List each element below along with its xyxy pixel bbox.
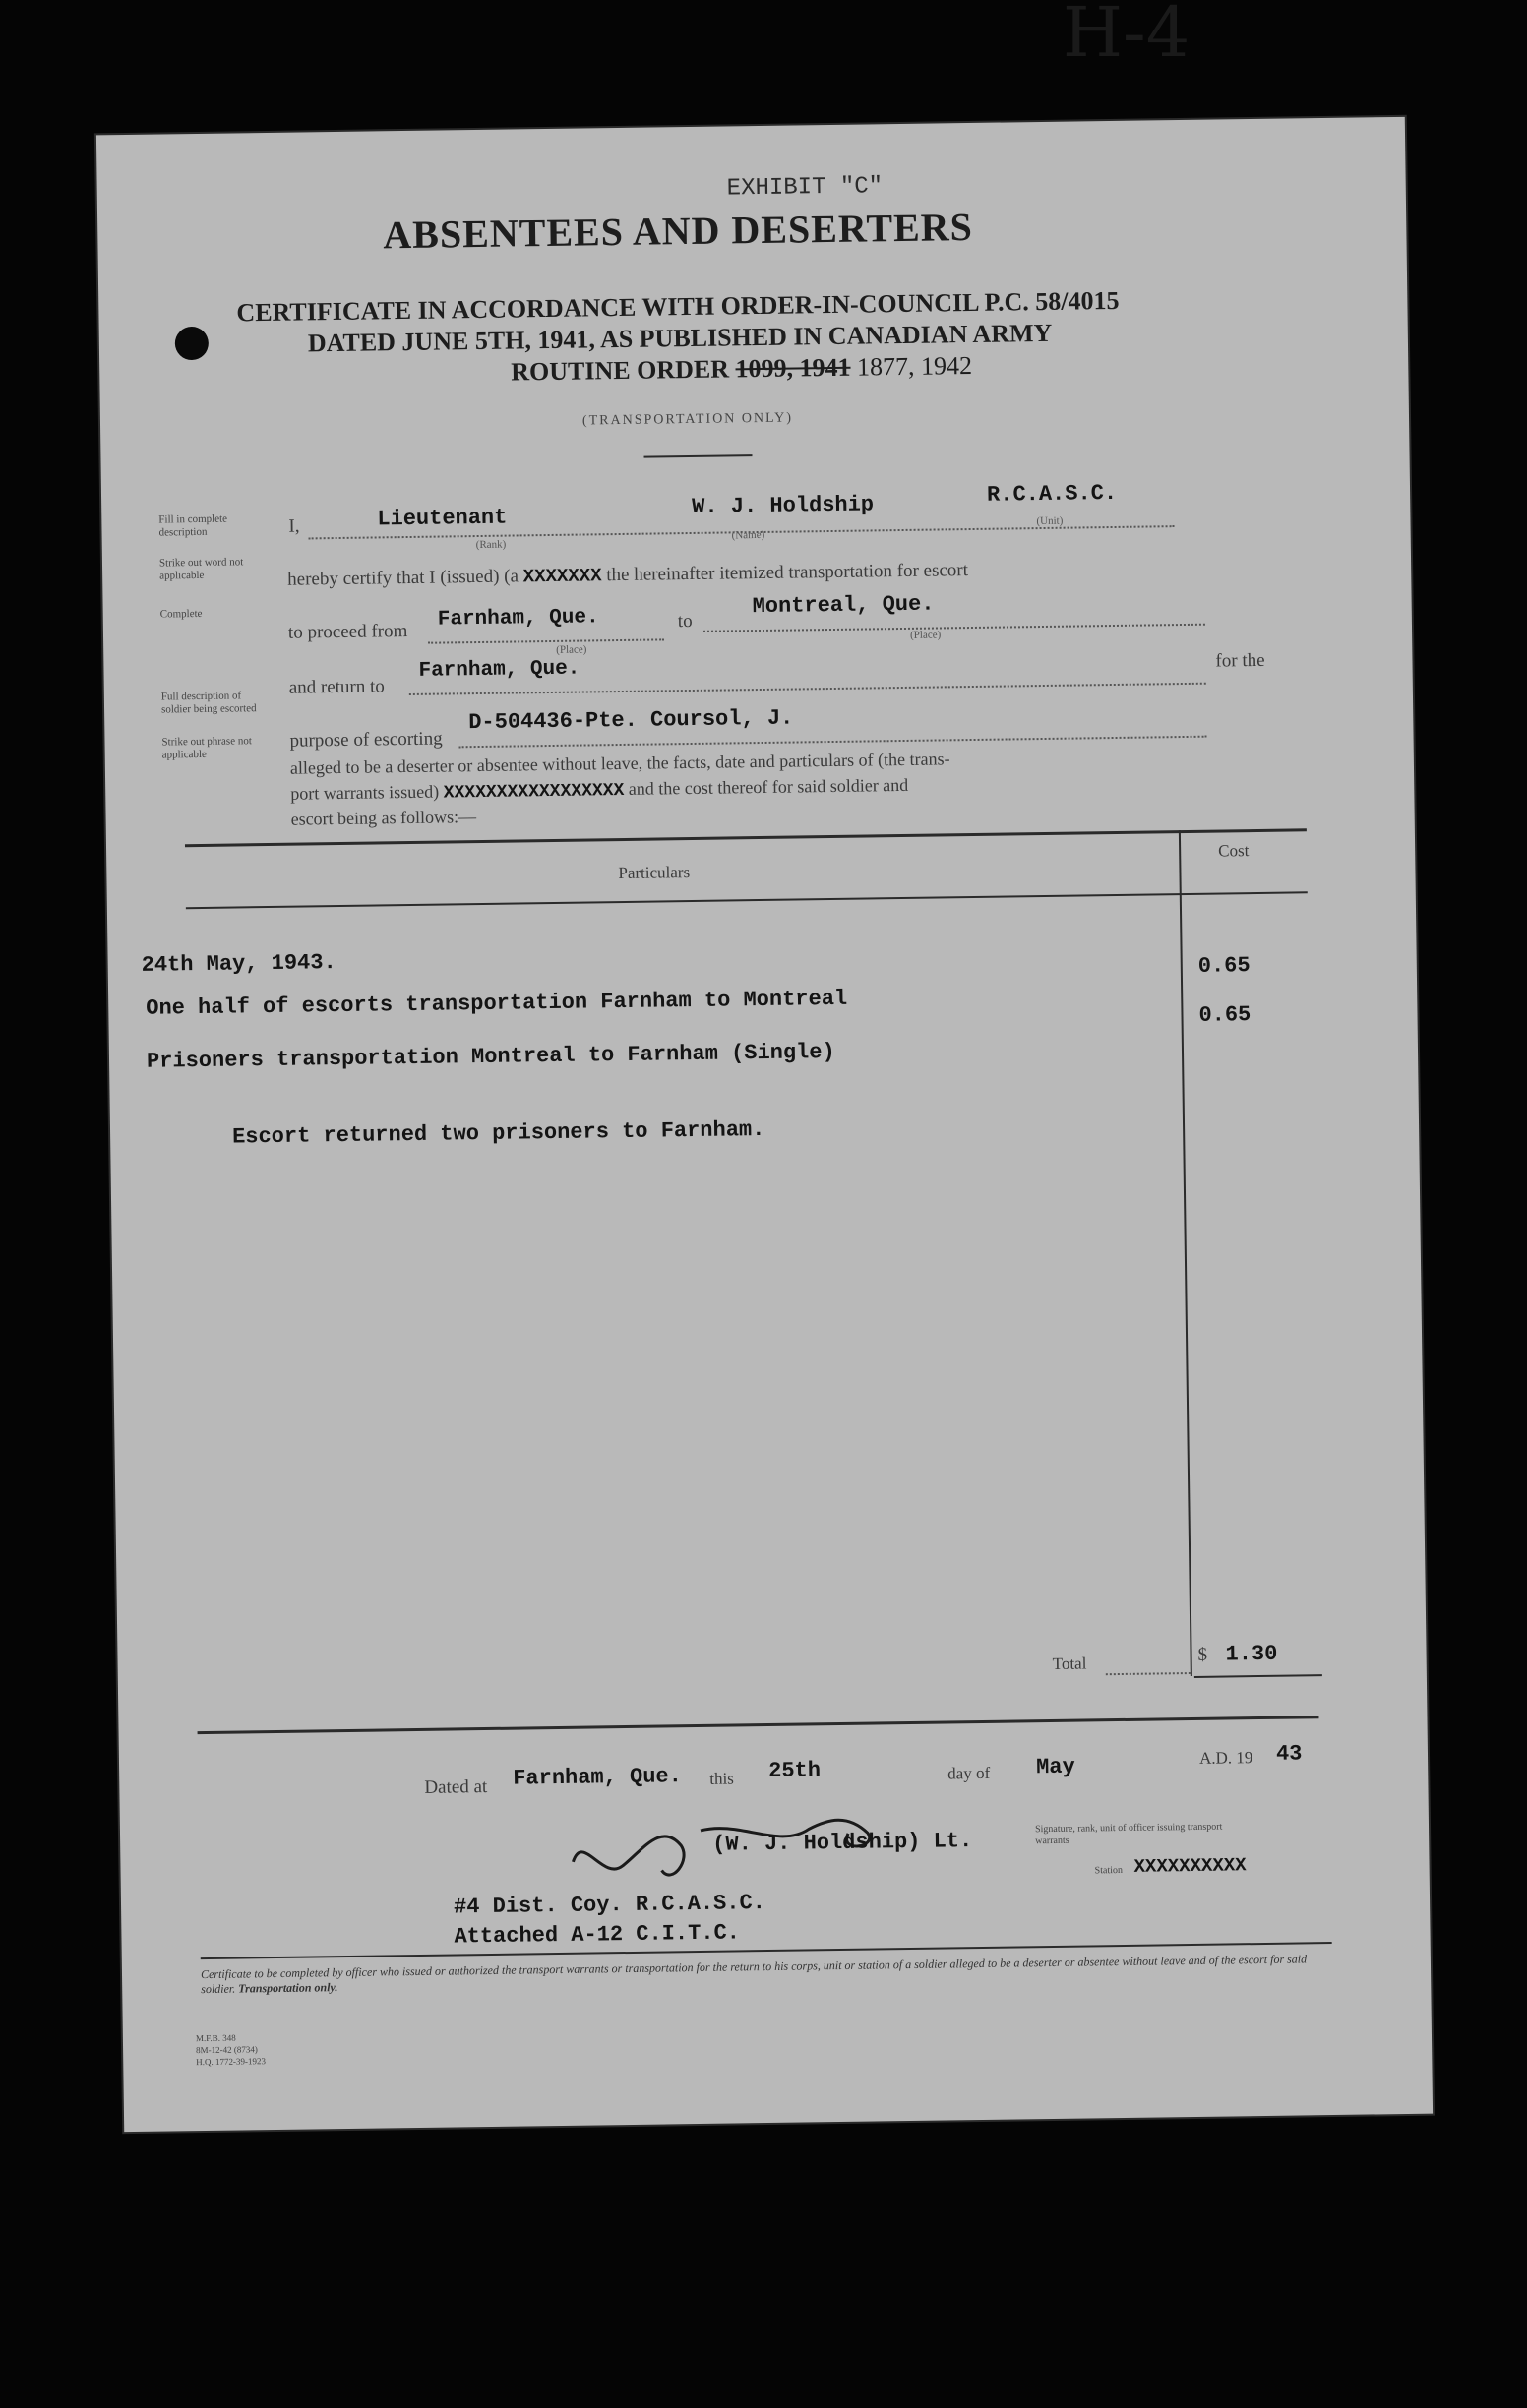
particulars-row-2: Prisoners transportation Montreal to Farnham (Single) bbox=[146, 1039, 835, 1074]
total-label: Total bbox=[1052, 1654, 1087, 1673]
footer-instruction-text: Certificate to be completed by officer who issued or authorized the transport warrants or transportation for the return to his corps, unit or station of a soldier alleged to be a deserter or absentee without leave and of the escort for said soldier. bbox=[200, 1952, 1308, 1997]
signature-name: (W. J. Holdship) Lt. bbox=[712, 1829, 973, 1857]
officer-name: W. J. Holdship bbox=[692, 492, 875, 519]
return-label: and return to bbox=[288, 676, 385, 698]
certificate-line-1: CERTIFICATE IN ACCORDANCE WITH ORDER-IN-COUNCIL P.C. 58/4015 bbox=[236, 285, 1120, 328]
dated-label: Dated at bbox=[424, 1776, 488, 1798]
particulars-row-1: One half of escorts transportation Farnham to Montreal bbox=[146, 986, 848, 1021]
certify-rest: the hereinafter itemized transportation for escort bbox=[606, 560, 969, 586]
routine-order-prefix: ROUTINE ORDER bbox=[511, 354, 730, 387]
signature-caption: Signature, rank, unit of officer issuing transport warrants bbox=[1034, 1821, 1223, 1847]
side-note-strike-word: Strike out word not applicable bbox=[158, 556, 244, 582]
table-header-rule bbox=[186, 891, 1308, 909]
unit-caption: (Unit) bbox=[1036, 514, 1064, 528]
dated-month: May bbox=[1035, 1754, 1075, 1780]
header-divider bbox=[644, 454, 753, 458]
name-caption: (Name) bbox=[731, 528, 765, 542]
escort-text: escort being as follows:— bbox=[290, 807, 477, 829]
file-mark: H-4 bbox=[1063, 0, 1191, 73]
warrants-prefix: port warrants issued) bbox=[290, 781, 440, 804]
from-line bbox=[428, 638, 664, 643]
unit-line-1: #4 Dist. Coy. R.C.A.S.C. bbox=[453, 1891, 766, 1920]
form-number-3: H.Q. 1772-39-1923 bbox=[196, 2056, 267, 2068]
this-label: this bbox=[709, 1769, 734, 1788]
side-note-full-description: Full description of soldier being escorted bbox=[160, 690, 257, 716]
footer-transport-only: Transportation only. bbox=[238, 1980, 338, 1996]
warrants-rest: and the cost thereof for said soldier and bbox=[628, 774, 909, 799]
certify-struck: XXXXXXX bbox=[522, 565, 602, 588]
unit-line-2: Attached A-12 C.I.T.C. bbox=[454, 1920, 741, 1950]
form-number-1: M.F.B. 348 bbox=[195, 2032, 236, 2044]
cost-row-2: 0.65 bbox=[1198, 1002, 1252, 1028]
hole-punch-dot bbox=[175, 327, 209, 360]
exhibit-label: EXHIBIT "C" bbox=[726, 173, 884, 203]
certificate-sheet bbox=[96, 117, 1433, 2132]
table-bottom-rule bbox=[198, 1716, 1319, 1734]
dated-year: 43 bbox=[1275, 1741, 1303, 1767]
ad-label: A.D. 19 bbox=[1198, 1748, 1253, 1768]
soldier-description: D-504436-Pte. Coursol, J. bbox=[468, 705, 794, 736]
certificate-line-3 bbox=[511, 351, 972, 388]
for-the-label: for the bbox=[1215, 649, 1265, 672]
certify-text bbox=[287, 560, 968, 591]
particulars-note: Escort returned two prisoners to Farnham. bbox=[231, 1116, 765, 1150]
certify-prefix: hereby certify that I (issued) (a bbox=[287, 566, 519, 590]
routine-order-struck: 1099, 1941 bbox=[735, 352, 851, 384]
footer-instruction bbox=[201, 1952, 1332, 1997]
to-place-caption: (Place) bbox=[909, 629, 942, 641]
from-place-caption: (Place) bbox=[556, 643, 587, 656]
warrants-struck: XXXXXXXXXXXXXXXXX bbox=[443, 780, 625, 804]
side-note-complete: Complete bbox=[159, 607, 203, 621]
to-line bbox=[703, 624, 1205, 632]
side-note-strike-phrase: Strike out phrase not applicable bbox=[161, 735, 252, 761]
proceed-label: to proceed from bbox=[287, 621, 408, 643]
station-label: Station bbox=[1094, 1864, 1124, 1877]
total-currency: $ bbox=[1197, 1644, 1208, 1665]
cost-row-1: 0.65 bbox=[1197, 953, 1251, 979]
particulars-date: 24th May, 1943. bbox=[141, 950, 336, 978]
form-number-2: 8M-12-42 (8734) bbox=[196, 2044, 258, 2056]
particulars-header: Particulars bbox=[618, 863, 691, 883]
side-note-fill: Fill in complete description bbox=[158, 512, 228, 539]
transportation-only-note: (TRANSPORTATION ONLY) bbox=[581, 410, 794, 429]
purpose-line bbox=[459, 736, 1207, 749]
to-label: to bbox=[677, 610, 693, 632]
from-place: Farnham, Que. bbox=[437, 606, 599, 632]
return-line bbox=[409, 683, 1206, 695]
cost-column-divider bbox=[1179, 830, 1192, 1676]
dated-place: Farnham, Que. bbox=[513, 1764, 683, 1791]
total-value: 1.30 bbox=[1225, 1641, 1278, 1667]
total-underline bbox=[1194, 1674, 1322, 1678]
rank-value: Lieutenant bbox=[377, 505, 508, 532]
warrants-text bbox=[290, 775, 908, 806]
total-leader-line bbox=[1106, 1672, 1191, 1675]
station-struck: XXXXXXXXXX bbox=[1133, 1854, 1247, 1878]
cost-header: Cost bbox=[1218, 841, 1250, 861]
purpose-label: purpose of escorting bbox=[289, 728, 443, 752]
routine-order-number: 1877, 1942 bbox=[856, 350, 973, 382]
dated-day: 25th bbox=[768, 1758, 822, 1784]
day-of-label: day of bbox=[947, 1763, 991, 1783]
to-place: Montreal, Que. bbox=[752, 591, 935, 620]
document-title: ABSENTEES AND DESERTERS bbox=[383, 204, 974, 258]
alleged-text: alleged to be a deserter or absentee without leave, the facts, date and particulars of (the trans- bbox=[289, 749, 950, 778]
table-top-rule bbox=[185, 828, 1307, 847]
certificate-line-2: DATED JUNE 5TH, 1941, AS PUBLISHED IN CANADIAN ARMY bbox=[307, 318, 1053, 358]
i-label: I, bbox=[288, 515, 300, 537]
rank-caption: (Rank) bbox=[475, 538, 507, 552]
unit-value: R.C.A.S.C. bbox=[986, 480, 1118, 508]
return-place: Farnham, Que. bbox=[418, 657, 580, 683]
